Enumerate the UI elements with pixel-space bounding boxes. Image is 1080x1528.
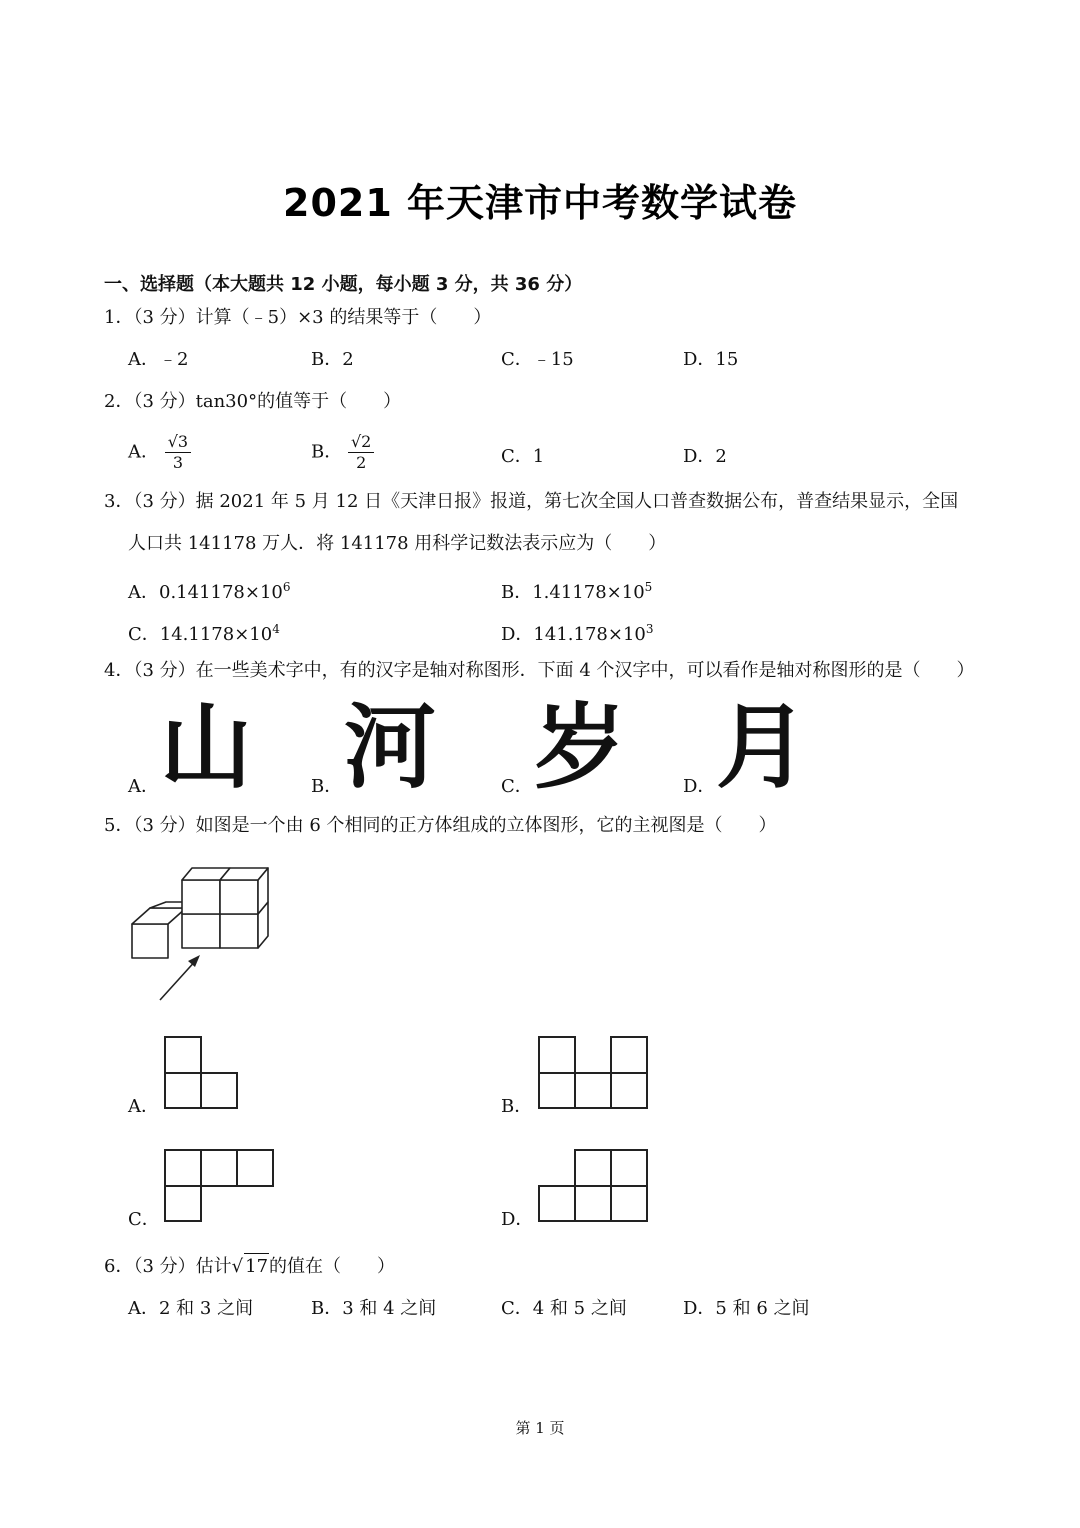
- question-3-stem-line2: 人口共 141178 万人．将 141178 用科学记数法表示应为（ ）: [128, 533, 667, 554]
- q5-option-a-label: A．: [128, 1096, 159, 1117]
- q2-option-b: [311, 432, 374, 473]
- q3-option-b-exponent: 5: [644, 580, 653, 594]
- question-3-stem-line1: 3．（3 分）据 2021 年 5 月 12 日《天津日报》报道，第七次全国人口普查数据公布，普查结果显示，全国: [104, 491, 959, 512]
- q2-option-a-fraction: [165, 432, 191, 473]
- q3-option-d-exponent: 3: [645, 622, 654, 636]
- q5-option-d-figure: [538, 1149, 650, 1223]
- fraction-denominator: 2: [356, 453, 367, 472]
- q1-option-c: C．﹣15: [501, 349, 574, 370]
- q3-option-c: [128, 616, 280, 648]
- fraction-numerator: √3: [165, 432, 191, 453]
- q2-option-a: [128, 432, 191, 473]
- sqrt-icon: √: [231, 1256, 244, 1277]
- q6-radicand: 17: [244, 1253, 269, 1280]
- q6-option-d: D．5 和 6 之间: [683, 1298, 810, 1319]
- q1-option-a: A．﹣2: [128, 349, 189, 370]
- q4-option-c-char: 岁: [534, 694, 627, 801]
- q4-option-b-char: 河: [344, 694, 437, 801]
- q1-option-d: D．15: [683, 349, 739, 370]
- q2-option-b-label: B．: [311, 441, 343, 463]
- q3-option-b-text: B．1.41178×10: [501, 582, 645, 603]
- q3-option-a-exponent: 6: [282, 580, 291, 594]
- q4-option-a-label: A．: [128, 776, 159, 797]
- q5-option-c-label: C．: [128, 1209, 160, 1230]
- q5-option-b-figure: [538, 1036, 650, 1110]
- q3-option-c-text: C．14.1178×10: [128, 624, 273, 645]
- q5-option-b-label: B．: [501, 1096, 533, 1117]
- q2-option-d: D．2: [683, 446, 727, 467]
- q3-option-c-exponent: 4: [272, 622, 280, 636]
- q4-option-b-label: B．: [311, 776, 343, 797]
- fraction-denominator: 3: [172, 453, 184, 472]
- cube-solid-figure: [126, 862, 276, 1007]
- q1-option-b: B．2: [311, 349, 354, 370]
- q6-stem-prefix: 6．（3 分）估计: [104, 1256, 232, 1277]
- section-heading: 一、选择题（本大题共 12 小题，每小题 3 分，共 36 分）: [104, 274, 583, 295]
- q3-option-d: [501, 616, 654, 648]
- q6-option-b: B．3 和 4 之间: [311, 1298, 437, 1319]
- question-2-stem: 2．（3 分）tan30°的值等于（ ）: [104, 391, 402, 412]
- q3-option-a: [128, 574, 291, 606]
- page-number: 第 1 页: [515, 1419, 565, 1437]
- q6-stem-suffix: 的值在（ ）: [269, 1256, 396, 1277]
- q3-option-d-text: D．141.178×10: [501, 624, 646, 645]
- q4-option-c-label: C．: [501, 776, 533, 797]
- question-6-stem: [104, 1253, 395, 1280]
- q4-option-d-char: 月: [716, 694, 809, 801]
- question-1-stem: 1．（3 分）计算（﹣5）×3 的结果等于（ ）: [104, 307, 492, 328]
- q2-option-a-label: A．: [128, 441, 159, 463]
- fraction-numerator: √2: [348, 432, 374, 453]
- question-5-stem: 5．（3 分）如图是一个由 6 个相同的正方体组成的立体图形，它的主视图是（ ）: [104, 815, 777, 836]
- question-4-stem: 4．（3 分）在一些美术字中，有的汉字是轴对称图形．下面 4 个汉字中，可以看作是轴对称图形的是（ ）: [104, 660, 975, 681]
- page-title: 2021 年天津市中考数学试卷: [283, 181, 797, 225]
- q4-option-d-label: D．: [683, 776, 716, 797]
- q6-option-c: C．4 和 5 之间: [501, 1298, 627, 1319]
- q2-option-b-fraction: [348, 432, 374, 473]
- q5-option-a-figure: [164, 1036, 240, 1110]
- q3-option-b: [501, 574, 652, 606]
- q3-option-a-text: A．0.141178×10: [128, 582, 283, 603]
- q5-option-c-figure: [164, 1149, 276, 1223]
- q2-option-c: C．1: [501, 446, 545, 467]
- q6-option-a: A．2 和 3 之间: [128, 1298, 254, 1319]
- q4-option-a-char: 山: [160, 694, 253, 801]
- q5-option-d-label: D．: [501, 1209, 534, 1230]
